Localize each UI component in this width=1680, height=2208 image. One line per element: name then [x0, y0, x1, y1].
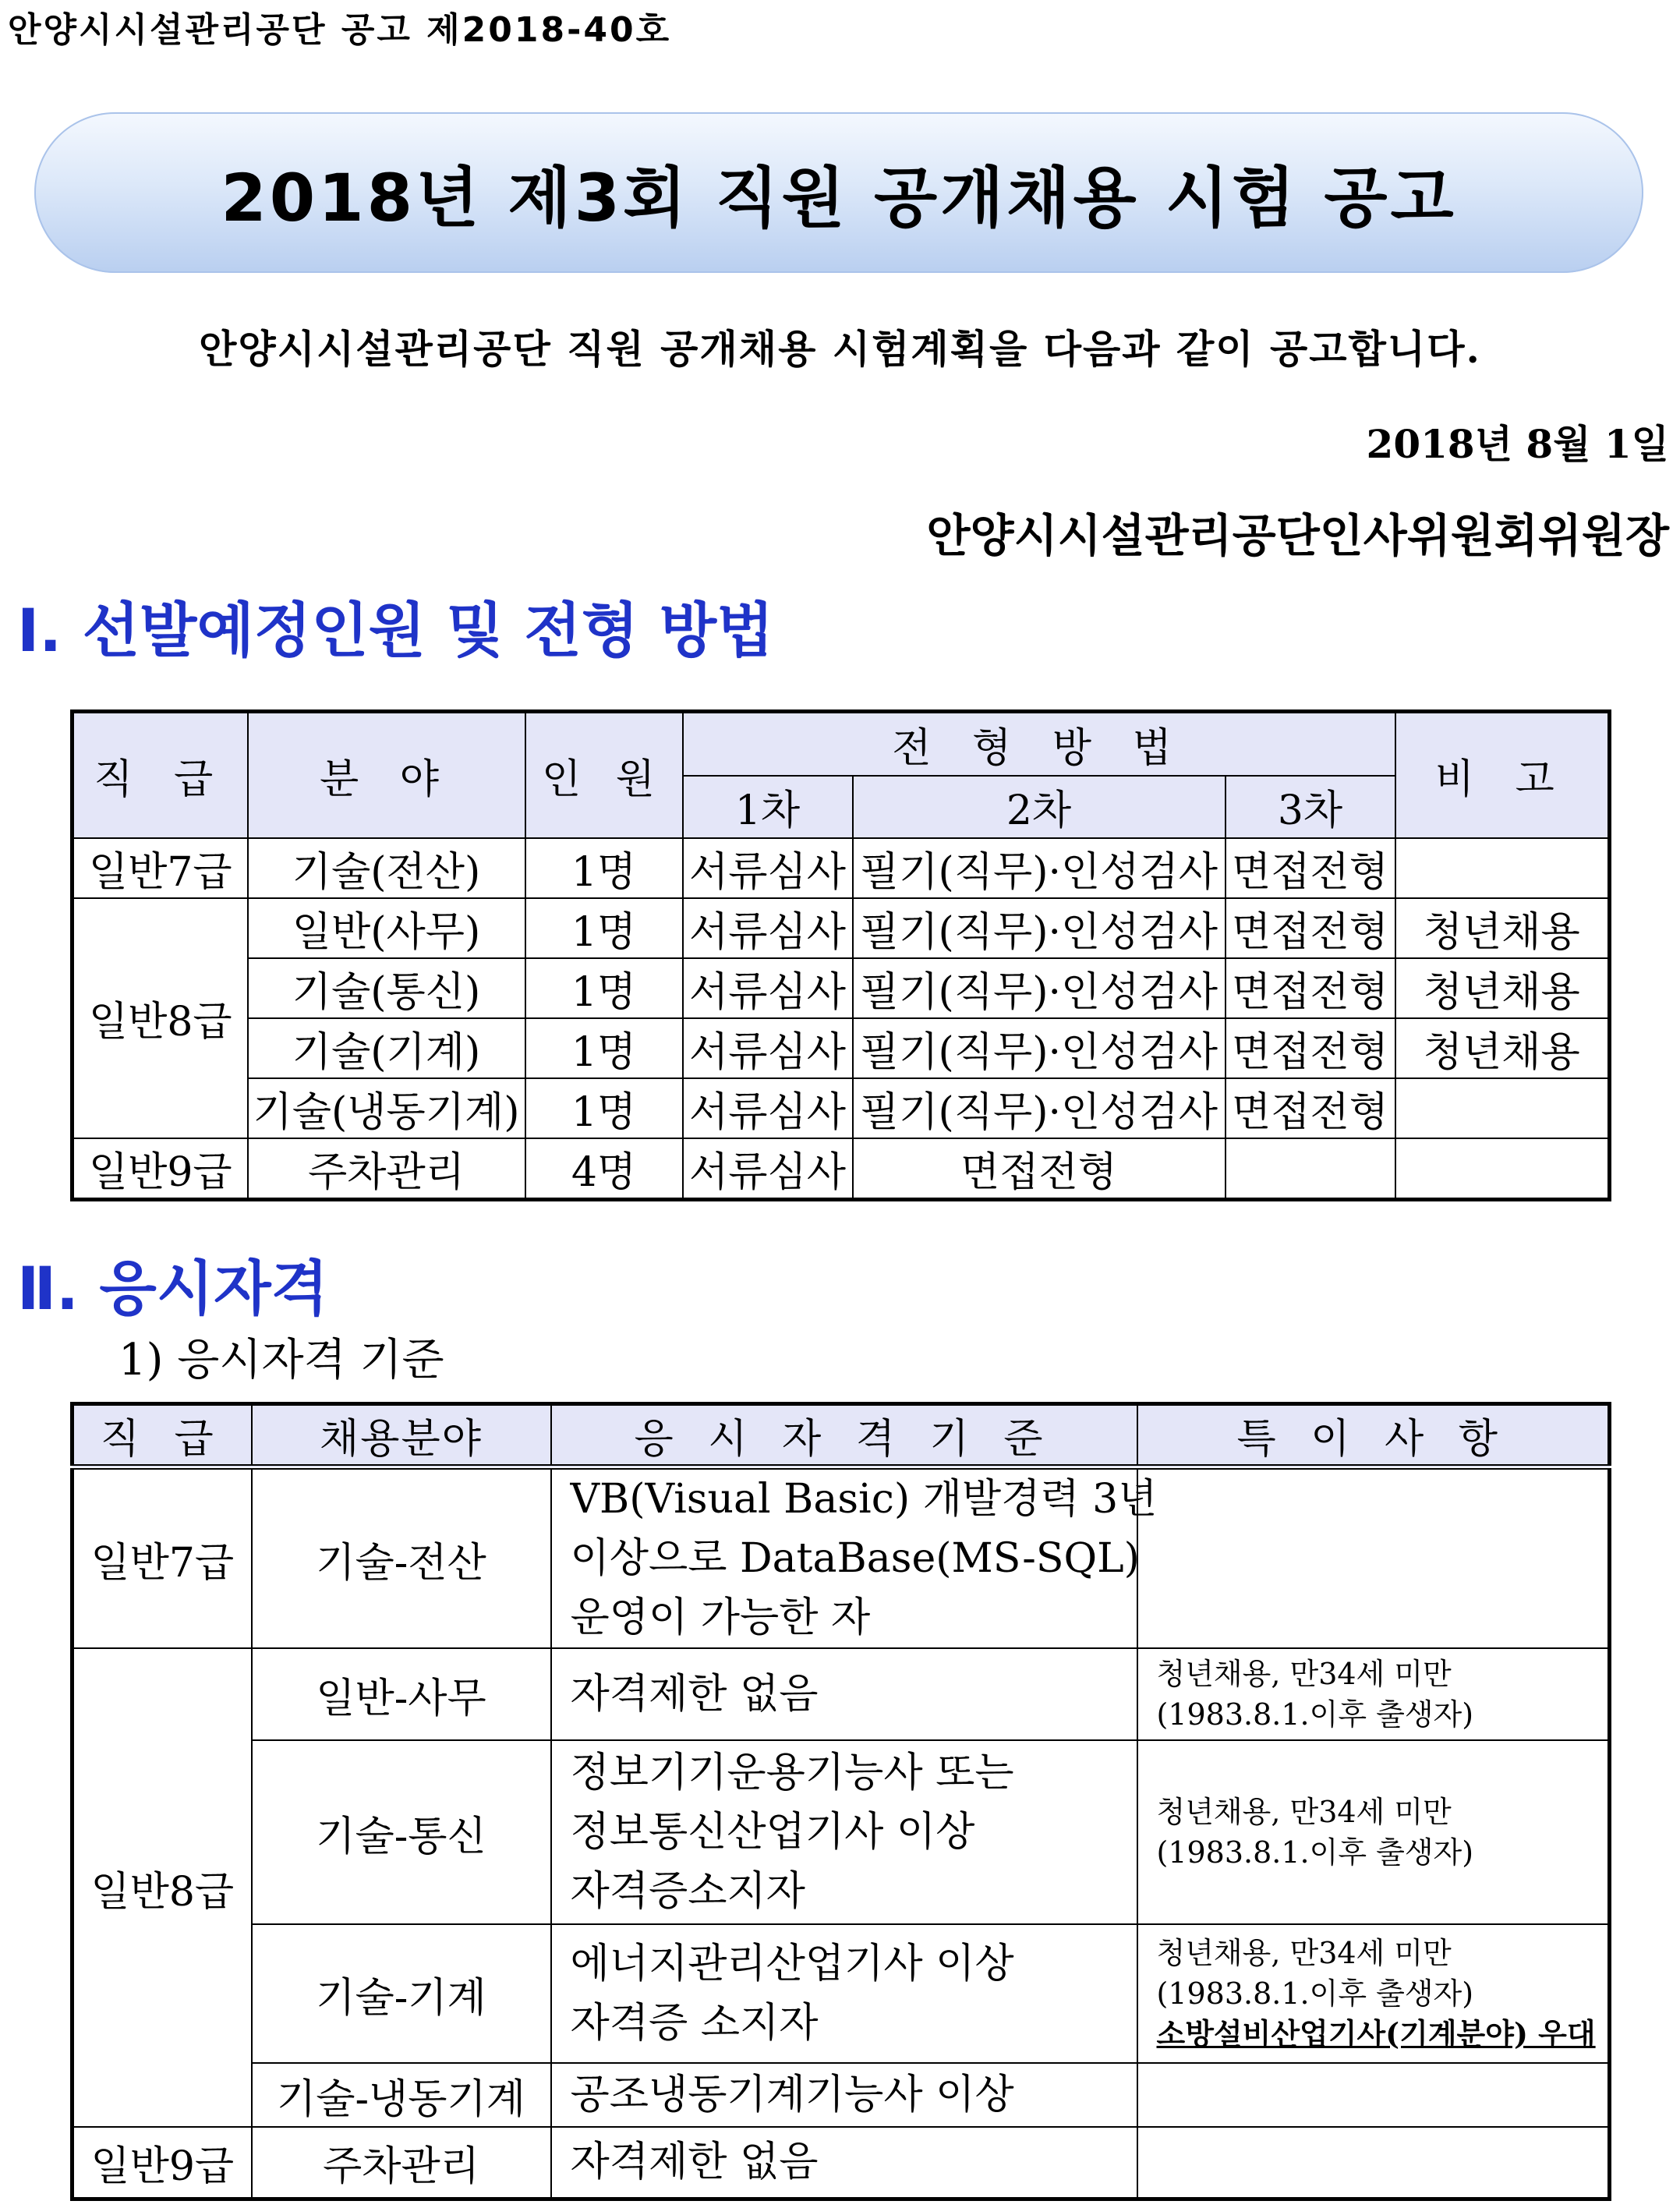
- header-round2: 2차: [853, 776, 1226, 838]
- cell-round2: 필기(직무)·인성검사: [853, 1018, 1226, 1078]
- cell-field: 기술-냉동기계: [252, 2063, 551, 2127]
- notice-date: 2018년 8월 1일: [1366, 421, 1669, 467]
- table-row: [73, 958, 1610, 1018]
- cell-field: 기술-통신: [252, 1740, 551, 1924]
- cell-count: 4명: [525, 1138, 683, 1200]
- selection-table: [70, 709, 1611, 1201]
- header-count: 인 원: [525, 712, 683, 838]
- cell-field: 주차관리: [252, 2127, 551, 2199]
- header-round3: 3차: [1226, 776, 1395, 838]
- cell-remark: [1395, 1078, 1610, 1138]
- criteria-line: 정보기기운용기능사 또는: [570, 1750, 1014, 1796]
- cell-notes: [1137, 1648, 1610, 1740]
- cell-criteria: [551, 2063, 1137, 2127]
- page-title: 2018년 제3회 직원 공개채용 시험 공고: [221, 159, 1457, 236]
- cell-round3: 면접전형: [1226, 1018, 1395, 1078]
- cell-round1: 서류심사: [683, 1078, 853, 1138]
- header-method: 전 형 방 법: [683, 712, 1395, 776]
- signer: 안양시시설관리공단인사위원회위원장: [926, 509, 1669, 562]
- cell-notes: [1137, 2127, 1610, 2199]
- section2-subheading: 1) 응시자격 기준: [118, 1335, 444, 1385]
- cell-round2: 필기(직무)·인성검사: [853, 898, 1226, 958]
- header-grade: 직 급: [73, 1404, 252, 1467]
- cell-count: 1명: [525, 898, 683, 958]
- cell-criteria: [551, 1740, 1137, 1924]
- cell-notes: [1137, 2063, 1610, 2127]
- qualification-table: [70, 1402, 1611, 2201]
- cell-round2: 면접전형: [853, 1138, 1226, 1200]
- cell-round3: 면접전형: [1226, 898, 1395, 958]
- cell-criteria: [551, 1467, 1158, 1649]
- table-row: [73, 2063, 1610, 2127]
- criteria-line: 정보통신산업기사 이상: [570, 1809, 975, 1856]
- criteria-line: 운영이 가능한 자: [570, 1594, 871, 1641]
- header-notes: 특 이 사 항: [1137, 1404, 1610, 1467]
- cell-remark: 청년채용: [1395, 958, 1610, 1018]
- cell-count: 1명: [525, 838, 683, 898]
- cell-remark: 청년채용: [1395, 898, 1610, 958]
- cell-grade: 일반7급: [73, 838, 248, 898]
- section2-heading: Ⅱ. 응시자격: [17, 1254, 329, 1323]
- cell-notes: [1137, 1740, 1610, 1924]
- cell-grade: 일반7급: [73, 1467, 252, 1649]
- cell-criteria: [551, 2127, 1137, 2199]
- cell-field: 기술-기계: [252, 1924, 551, 2063]
- table-row: [73, 1924, 1610, 2063]
- cell-criteria: [551, 1924, 1137, 2063]
- table-row: [73, 1078, 1610, 1138]
- cell-round3: [1226, 1138, 1395, 1200]
- table-row: [73, 2127, 1610, 2199]
- cell-notes: [1137, 1467, 1610, 1649]
- header-field: 채용분야: [252, 1404, 551, 1467]
- title-banner: [34, 112, 1643, 273]
- cell-field: 일반(사무): [248, 898, 525, 958]
- header-field: 분 야: [248, 712, 525, 838]
- criteria-line: 자격증소지자: [570, 1868, 805, 1915]
- table-row: [73, 1138, 1610, 1200]
- note-line-preferred: 소방설비산업기사(기계분야) 우대: [1156, 2016, 1596, 2051]
- cell-round1: 서류심사: [683, 1018, 853, 1078]
- cell-round1: 서류심사: [683, 898, 853, 958]
- note-line: 청년채용, 만34세 미만: [1156, 1657, 1452, 1691]
- table-row: [73, 1018, 1610, 1078]
- intro-text: 안양시시설관리공단 직원 공개채용 시험계획을 다음과 같이 공고합니다.: [199, 326, 1481, 372]
- cell-round1: 서류심사: [683, 838, 853, 898]
- criteria-line: 공조냉동기계기능사 이상: [570, 2072, 1014, 2118]
- cell-round2: 필기(직무)·인성검사: [853, 1078, 1226, 1138]
- criteria-line: VB(Visual Basic) 개발경력 3년: [570, 1476, 1158, 1523]
- criteria-line: 자격제한 없음: [570, 1671, 819, 1718]
- note-line: 청년채용, 만34세 미만: [1156, 1936, 1452, 1970]
- cell-round1: 서류심사: [683, 1138, 853, 1200]
- cell-remark: [1395, 1138, 1610, 1200]
- criteria-line: 에너지관리산업기사 이상: [570, 1941, 1014, 1987]
- note-line: (1983.8.1.이후 출생자): [1156, 1835, 1474, 1870]
- header-remark: 비 고: [1395, 712, 1610, 838]
- section1-heading: Ⅰ. 선발예정인원 및 전형 방법: [17, 596, 774, 665]
- header-criteria: 응 시 자 격 기 준: [551, 1404, 1137, 1467]
- note-line: (1983.8.1.이후 출생자): [1156, 1697, 1474, 1732]
- table-row: [73, 1648, 1610, 1740]
- cell-remark: 청년채용: [1395, 1018, 1610, 1078]
- cell-count: 1명: [525, 1018, 683, 1078]
- cell-notes: [1137, 1924, 1610, 2063]
- cell-grade: 일반8급: [73, 1648, 252, 2127]
- cell-count: 1명: [525, 1078, 683, 1138]
- table-row: [73, 1740, 1610, 1924]
- cell-round2: 필기(직무)·인성검사: [853, 958, 1226, 1018]
- criteria-line: 이상으로 DataBase(MS-SQL): [570, 1535, 1140, 1582]
- notice-number: 안양시시설관리공단 공고 제2018-40호: [8, 10, 672, 50]
- table-row: [73, 1467, 1610, 1649]
- note-line: (1983.8.1.이후 출생자): [1156, 1976, 1474, 2011]
- cell-field: 기술(전산): [248, 838, 525, 898]
- cell-round2: 필기(직무)·인성검사: [853, 838, 1226, 898]
- cell-field: 기술-전산: [252, 1467, 551, 1649]
- cell-remark: [1395, 838, 1610, 898]
- cell-field: 기술(냉동기계): [248, 1078, 525, 1138]
- header-round1: 1차: [683, 776, 853, 838]
- cell-grade: 일반8급: [73, 898, 248, 1138]
- cell-round3: 면접전형: [1226, 958, 1395, 1018]
- cell-field: 일반-사무: [252, 1648, 551, 1740]
- cell-round3: 면접전형: [1226, 1078, 1395, 1138]
- cell-field: 기술(기계): [248, 1018, 525, 1078]
- table-row: [73, 898, 1610, 958]
- cell-field: 주차관리: [248, 1138, 525, 1200]
- cell-round1: 서류심사: [683, 958, 853, 1018]
- cell-grade: 일반9급: [73, 2127, 252, 2199]
- criteria-line: 자격제한 없음: [570, 2139, 819, 2186]
- cell-round3: 면접전형: [1226, 838, 1395, 898]
- header-grade: 직 급: [73, 712, 248, 838]
- cell-criteria: [551, 1648, 1137, 1740]
- cell-count: 1명: [525, 958, 683, 1018]
- criteria-line: 자격증 소지자: [570, 2000, 819, 2047]
- cell-grade: 일반9급: [73, 1138, 248, 1200]
- cell-field: 기술(통신): [248, 958, 525, 1018]
- table-row: [73, 838, 1610, 898]
- note-line: 청년채용, 만34세 미만: [1156, 1795, 1452, 1829]
